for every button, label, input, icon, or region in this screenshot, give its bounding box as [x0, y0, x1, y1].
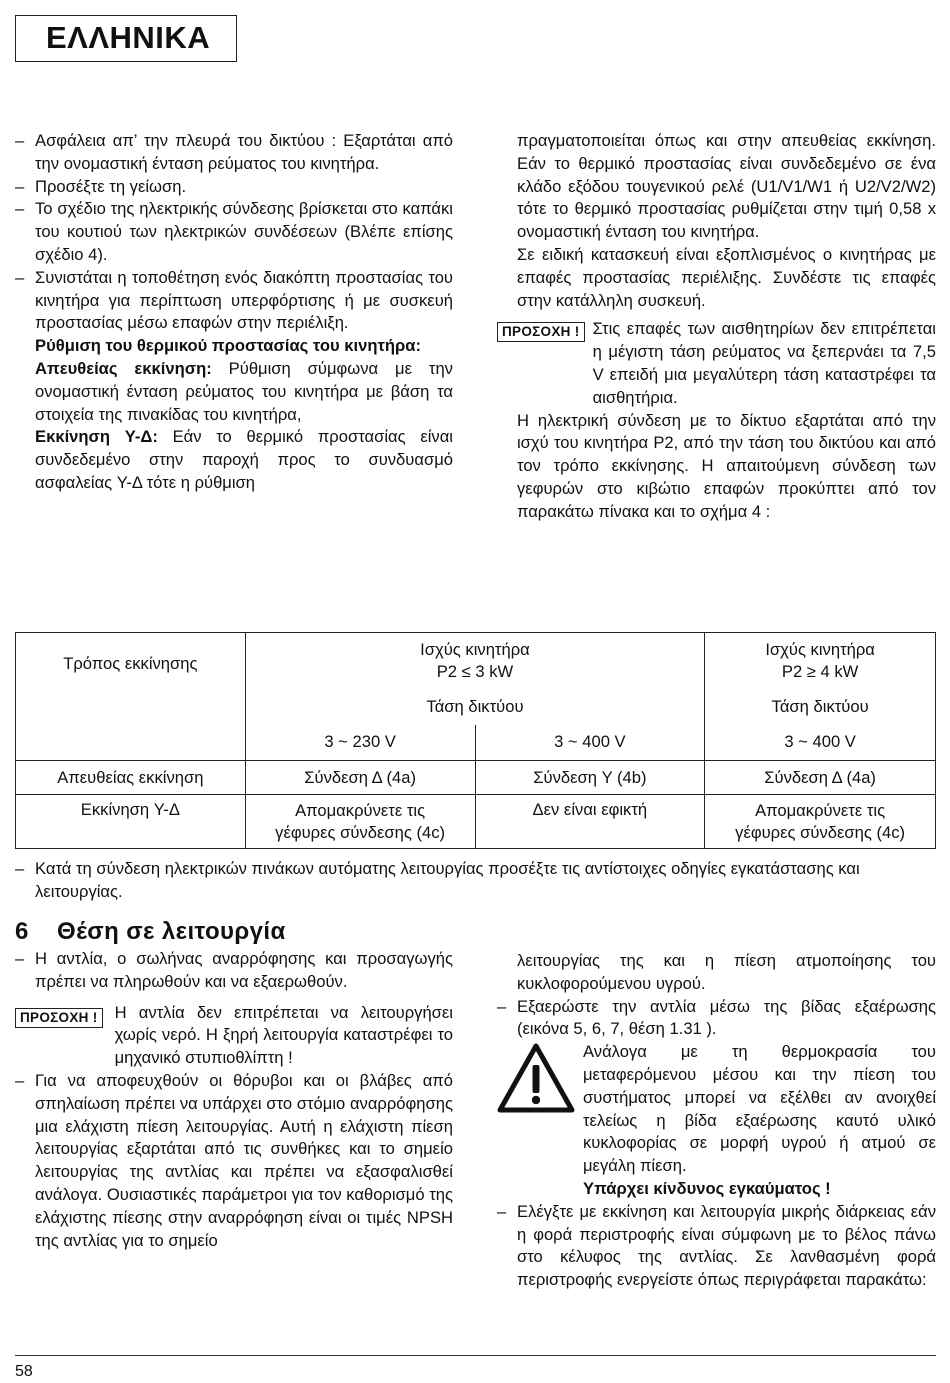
- paragraph: Η ηλεκτρική σύνδεση με το δίκτυο εξαρτάται από την ισχύ του κινητήρα P2, από την τάση του δικτύου και από τον τρόπο εκκίνησης. Η απαιτούμενη σύνδεση των γεφυρών στο κιβώτιο επαφών προκύπτει από τον παρακάτω πίνακα και το σχήμα 4 :: [517, 410, 936, 521]
- direct-start-label: Απευθείας εκκίνηση:: [35, 358, 212, 378]
- yd-start-paragraph: [35, 426, 453, 494]
- burn-hazard-warning: Υπάρχει κίνδυνος εγκαύματος !: [583, 1178, 831, 1198]
- direct-start-text: Ρύθμιση σύμφωνα με την ονομαστική ένταση ρεύματος του κινητήρα με βάση τα στοιχεία της πινακίδας του κινητήρα,: [35, 358, 453, 424]
- table-cell: Ισχύς κινητήρα P2 ≤ 3 kW: [245, 633, 704, 689]
- paragraph: λειτουργίας της και η πίεση ατμοποίησης του κυκλοφορούμενου υγρού.: [517, 951, 936, 993]
- table-cell: Απομακρύνετε τις γέφυρες σύνδεσης (4c): [245, 795, 475, 849]
- list-item: – Συνιστάται η τοποθέτηση ενός διακόπτη προστασίας του κινητήρα για περίπτωση υπερφόρτισης ή με συσκευή προστασίας μέσω επαφών στην περιέλιξη.: [15, 267, 453, 335]
- table-cell: Απομακρύνετε τις γέφυρες σύνδεσης (4c): [705, 795, 936, 849]
- list-item: – Εξαερώστε την αντλία μέσω της βίδας εξαέρωσης (εικόνα 5, 6, 7, θέση 1.31 ).: [497, 996, 936, 1042]
- left-column-upper: [15, 130, 453, 495]
- table-cell: Σύνδεση Δ (4a): [245, 761, 475, 795]
- table-cell: 3 ~ 400 V: [475, 725, 705, 761]
- warning-text: Στις επαφές των αισθητηρίων δεν επιτρέπεται η μέγιστη τάση ρεύματος να ξεπερνάει τα 7,5 V επειδή μια μεγαλύτερη τάση καταστρέφει τα αισθητήρια.: [592, 319, 936, 407]
- table-cell: Τάση δικτύου: [705, 689, 936, 725]
- section6-right-column: [497, 950, 936, 1292]
- table-cell: Σύνδεση Y (4b): [475, 761, 705, 795]
- section6-left-column: [15, 948, 453, 1252]
- table-cell: 3 ~ 230 V: [245, 725, 475, 761]
- table-cell: Τρόπος εκκίνησης: [16, 633, 246, 761]
- list-item: – Η αντλία, ο σωλήνας αναρρόφησης και προσαγωγής πρέπει να πληρωθούν και να εξαερωθούν.: [15, 948, 453, 994]
- warning-block: [497, 318, 936, 409]
- list-item: – Ελέγξτε με εκκίνηση και λειτουργία μικρής διάρκειας εάν η φορά περιστροφής είναι σύμφωνη με το βέλος πάνω στο κέλυφος της αντλίας. Σε λανθασμένη φορά περιστροφής ενεργείστε όπως περιγράφεται παρακάτω:: [497, 1201, 936, 1292]
- hazard-block: [497, 1041, 936, 1201]
- warning-triangle-icon: [497, 1043, 575, 1113]
- automatic-panel-note: – Κατά τη σύνδεση ηλεκτρικών πινάκων αυτόματης λειτουργίας προσέξτε τις αντίστοιχες οδηγίες εγκατάστασης και λειτουργίας.: [15, 858, 936, 904]
- table-row: [16, 633, 936, 689]
- footer-divider: [15, 1355, 936, 1356]
- yd-start-label: Εκκίνηση Y-Δ:: [35, 427, 158, 447]
- connection-table: [15, 632, 936, 849]
- warning-block: [15, 1002, 453, 1070]
- table-cell: Εκκίνηση Y-Δ: [16, 795, 246, 849]
- direct-start-paragraph: [35, 358, 453, 426]
- table-cell: Ισχύς κινητήρα P2 ≥ 4 kW: [705, 633, 936, 689]
- table-row: [16, 795, 936, 849]
- hazard-text: Ανάλογα με τη θερμοκρασία του μεταφερόμενου μέσου και την πίεση του συστήματος μπορεί να εξέλθει αν ανοιχθεί τελείως η βίδα εξαέρωσης καυτό υλικό κυκλοφορίας σε μορφή υγρού ή ατμού σε μεγάλη πίεση.: [583, 1042, 936, 1176]
- list-item: – Για να αποφευχθούν οι θόρυβοι και οι βλάβες από σπηλαίωση πρέπει να υπάρχει στο στόμιο αναρρόφησης μια ελάχιστη πίεση λειτουργίας. Αυτή η ελάχιστη πίεση λειτουργίας εξαρτάται από τις συνθήκες και το σημείο λειτουργίας της αντλίας και πρέπει να εξασφαλισθεί ανάλογα. Ουσιαστικές παράμετροι για τον καθορισμό της ελάχιστης πίεσης στην αναρρόφηση είναι οι τιμές NPSH της αντλίας για το σημείο: [15, 1070, 453, 1252]
- table-cell: 3 ~ 400 V: [705, 725, 936, 761]
- page-number: 58: [15, 1363, 33, 1380]
- list-item: – Το σχέδιο της ηλεκτρικής σύνδεσης βρίσκεται στο καπάκι του κουτιού των ηλεκτρικών συνδέσεων (Βλέπε επίσης σχέδιο 4).: [15, 198, 453, 266]
- table-cell: Σύνδεση Δ (4a): [705, 761, 936, 795]
- list-item: – Προσέξτε τη γείωση.: [15, 176, 453, 199]
- warning-text: Η αντλία δεν επιτρέπεται να λειτουργήσει χωρίς νερό. Η ξηρή λειτουργία καταστρέφει το μηχανικό στυπιοθλίπτη !: [114, 1002, 453, 1068]
- paragraph: Σε ειδική κατασκευή είναι εξοπλισμένος ο κινητήρας με επαφές προστασίας περιέλιξης. Συνδέστε τις επαφές στην κατάλληλη συσκευή.: [517, 244, 936, 310]
- right-column-upper: [497, 130, 936, 524]
- warning-badge: ΠΡΟΣΟΧΗ !: [15, 1008, 103, 1028]
- table-cell: Απευθείας εκκίνηση: [16, 761, 246, 795]
- thermal-setting-heading: Ρύθμιση του θερμικού προστασίας του κινητήρα:: [35, 336, 421, 356]
- list-item: – Ασφάλεια απ’ την πλευρά του δικτύου : Εξαρτάται από την ονομαστική ένταση ρεύματος του κινητήρα.: [15, 130, 453, 176]
- section-title: 6 Θέση σε λειτουργία: [15, 918, 286, 945]
- language-label: ΕΛΛΗΝΙΚΑ: [15, 15, 237, 62]
- table-row: [16, 761, 936, 795]
- paragraph: πραγματοποιείται όπως και στην απευθείας εκκίνηση. Εάν το θερμικό προστασίας είναι συνδεδεμένο σε ένα κλάδο εξόδου τουγενικού ρελέ (U1/V1/W1 ή U2/V2/W2) τότε το θερμικό προστασίας ρυθμίζεται στην τιμή 0,58 x ονομαστική ένταση του κινητήρα.: [517, 131, 936, 242]
- warning-badge: ΠΡΟΣΟΧΗ !: [497, 322, 585, 342]
- yd-start-text: Εάν το θερμικό προστασίας είναι συνδεδεμένο στην παροχή προς το συνδυασμό ασφαλείας Y-Δ τότε η ρύθμιση: [35, 427, 453, 492]
- table-cell: Τάση δικτύου: [245, 689, 704, 725]
- table-cell: Δεν είναι εφικτή: [475, 795, 705, 849]
